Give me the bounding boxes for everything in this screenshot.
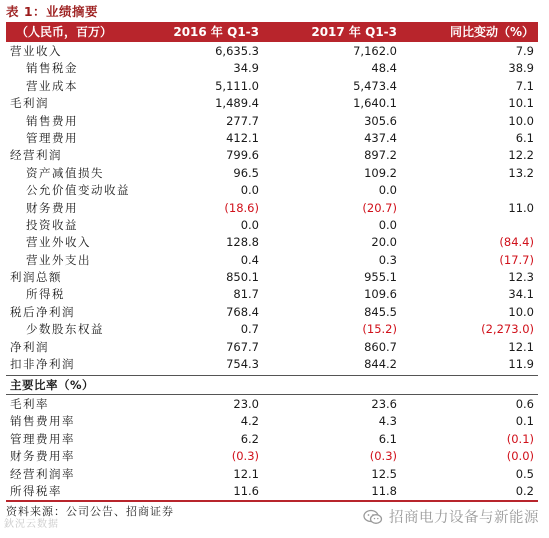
cell-yoy: 10.0	[508, 113, 534, 128]
cell-2017: 437.4	[364, 130, 397, 145]
row-label: 利润总额	[10, 270, 62, 285]
header-col-2016: 2016 年 Q1-3	[173, 25, 259, 39]
cell-2016: 4.2	[240, 414, 259, 429]
wechat-icon	[363, 509, 383, 525]
row-label: 净利润	[10, 339, 49, 354]
cell-yoy: 38.9	[508, 61, 534, 76]
cell-2017: 860.7	[364, 339, 397, 354]
table-row	[6, 200, 538, 217]
cell-2017: 109.6	[364, 287, 397, 302]
table-row	[6, 413, 538, 430]
cell-2017: 5,473.4	[353, 78, 397, 93]
cell-2016: 6.2	[240, 431, 259, 446]
cell-2016: (0.3)	[231, 449, 259, 464]
row-label: 管理费用	[26, 130, 78, 145]
table-row	[6, 483, 538, 500]
cell-yoy: 11.9	[508, 357, 534, 372]
table-row	[6, 60, 538, 77]
header-col-yoy: 同比变动（%）	[449, 25, 534, 39]
table-row	[6, 234, 538, 251]
cell-2016: 23.0	[233, 397, 259, 411]
cell-yoy: 12.3	[508, 270, 534, 285]
row-label: 经营利润	[10, 148, 62, 163]
row-label: 营业外收入	[26, 235, 91, 250]
row-label: 税后净利润	[10, 304, 75, 319]
cell-2017: 897.2	[364, 148, 397, 163]
cell-2017: 305.6	[364, 113, 397, 128]
table-row	[6, 182, 538, 199]
cell-2017: (15.2)	[362, 322, 397, 337]
row-label: 资产减值损失	[26, 165, 104, 180]
cell-2016: 34.9	[233, 61, 259, 76]
cell-2016: 128.8	[226, 235, 259, 250]
ratios-body	[6, 377, 538, 394]
row-label: 营业收入	[10, 44, 62, 58]
cell-2017: 11.8	[371, 483, 397, 498]
ratios-rows	[6, 396, 538, 500]
cell-yoy: 0.1	[515, 414, 534, 429]
cell-yoy: 11.0	[508, 200, 534, 215]
cell-2016: 0.0	[240, 217, 259, 232]
row-label: 财务费用	[26, 200, 78, 215]
cell-yoy: (17.7)	[499, 252, 534, 267]
cell-yoy: 12.2	[508, 148, 534, 163]
cell-2016: 1,489.4	[215, 96, 259, 111]
cell-2017: 1,640.1	[353, 96, 397, 111]
cell-2016: 96.5	[233, 165, 259, 180]
table-row	[6, 130, 538, 147]
row-label: 管理费用率	[10, 431, 75, 446]
row-label: 销售税金	[26, 61, 78, 76]
table-row	[6, 113, 538, 130]
table-body	[6, 43, 538, 373]
cell-2017: 20.0	[371, 235, 397, 250]
source-note: 资料来源：公司公告、招商证券	[6, 505, 174, 518]
cell-yoy: (84.4)	[499, 235, 534, 250]
table-row	[6, 304, 538, 321]
table-row	[6, 466, 538, 483]
ratios-divider	[6, 394, 538, 395]
cell-2017: 7,162.0	[353, 44, 397, 58]
cell-yoy: 10.1	[508, 96, 534, 111]
cell-2016: 0.7	[240, 322, 259, 337]
table-row	[6, 95, 538, 112]
cell-2017: 0.0	[378, 183, 397, 198]
table-row	[6, 269, 538, 286]
row-label: 投资收益	[26, 217, 78, 232]
cell-2016: 850.1	[226, 270, 259, 285]
cell-2016: 799.6	[226, 148, 259, 163]
row-label: 公允价值变动收益	[26, 183, 130, 198]
cell-2016: 412.1	[226, 130, 259, 145]
cell-2016: 768.4	[226, 304, 259, 319]
cell-2017: 6.1	[378, 431, 397, 446]
table-title: 表 1：业绩摘要	[6, 4, 99, 19]
cell-yoy: (0.1)	[506, 431, 534, 446]
cell-yoy: 10.0	[508, 304, 534, 319]
cell-2016: 11.6	[233, 483, 259, 498]
table-row	[6, 321, 538, 338]
cell-2017: (0.3)	[369, 449, 397, 464]
cell-2016: 767.7	[226, 339, 259, 354]
row-label: 毛利润	[10, 96, 49, 111]
table-row	[6, 217, 538, 234]
cell-yoy: 7.9	[515, 44, 534, 58]
cell-2016: 0.0	[240, 183, 259, 198]
row-label: 少数股东权益	[26, 322, 104, 337]
cell-yoy: 6.1	[515, 130, 534, 145]
cell-2017: 109.2	[364, 165, 397, 180]
section-divider	[6, 375, 538, 376]
header-col-2017: 2017 年 Q1-3	[311, 25, 397, 39]
cell-2017: 23.6	[371, 397, 397, 411]
cell-2017: 0.0	[378, 217, 397, 232]
row-label: 毛利率	[10, 397, 49, 411]
cell-yoy: (0.0)	[506, 449, 534, 464]
cell-2017: 12.5	[371, 466, 397, 481]
cell-yoy: 0.6	[515, 397, 534, 411]
table-header	[6, 22, 538, 42]
header-label-col: （人民币，百万）	[16, 25, 113, 39]
cell-2016: 277.7	[226, 113, 259, 128]
watermark-right	[363, 506, 539, 527]
table-row	[6, 339, 538, 356]
cell-2016: 81.7	[233, 287, 259, 302]
cell-yoy: 34.1	[508, 287, 534, 302]
table-row	[6, 43, 538, 60]
table-row	[6, 448, 538, 465]
cell-2017: (20.7)	[362, 200, 397, 215]
table-row	[6, 396, 538, 413]
cell-yoy: 7.1	[515, 78, 534, 93]
watermark-left: 鈥況云数据	[4, 519, 59, 530]
cell-yoy: 0.5	[515, 466, 534, 481]
table-row	[6, 356, 538, 373]
table-row	[6, 431, 538, 448]
table-row	[6, 165, 538, 182]
cell-yoy: (2,273.0)	[481, 322, 534, 337]
row-label: 销售费用率	[10, 414, 75, 429]
table-row	[6, 147, 538, 164]
cell-2016: 6,635.3	[215, 44, 259, 58]
cell-2016: (18.6)	[224, 200, 259, 215]
cell-2017: 48.4	[371, 61, 397, 76]
cell-2017: 955.1	[364, 270, 397, 285]
cell-2017: 0.3	[378, 252, 397, 267]
cell-2017: 845.5	[364, 304, 397, 319]
row-label: 销售费用	[26, 113, 78, 128]
row-label: 扣非净利润	[10, 357, 75, 372]
row-label: 财务费用率	[10, 449, 75, 464]
row-label: 营业外支出	[26, 252, 91, 267]
row-label: 营业成本	[26, 78, 78, 93]
row-label: 经营利润率	[10, 466, 75, 481]
row-label: 所得税率	[10, 483, 62, 498]
cell-yoy: 13.2	[508, 165, 534, 180]
cell-2017: 4.3	[378, 414, 397, 429]
ratios-title: 主要比率（%）	[10, 378, 95, 392]
cell-2016: 12.1	[233, 466, 259, 481]
cell-yoy: 0.2	[515, 483, 534, 498]
cell-yoy: 12.1	[508, 339, 534, 354]
table-row	[6, 78, 538, 95]
cell-2016: 0.4	[240, 252, 259, 267]
cell-2016: 754.3	[226, 357, 259, 372]
row-label: 所得税	[26, 287, 65, 302]
table-row	[6, 252, 538, 269]
cell-2017: 844.2	[364, 357, 397, 372]
ratios-section-title	[6, 377, 538, 394]
table-bottom-rule	[6, 500, 538, 502]
cell-2016: 5,111.0	[215, 78, 259, 93]
watermark-right-text: 招商电力设备与新能源	[389, 510, 539, 526]
table-row	[6, 286, 538, 303]
